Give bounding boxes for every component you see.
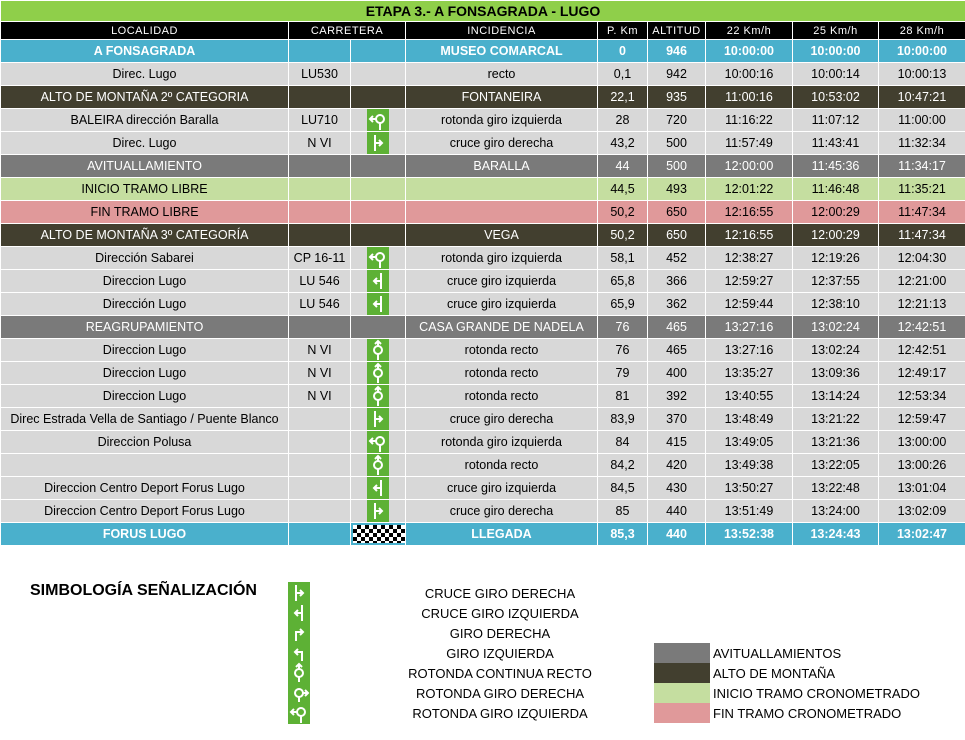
cell-28kmh: 12:49:17 — [879, 362, 965, 385]
cell-25kmh: 13:02:24 — [793, 339, 879, 362]
cell-incidencia: cruce giro izquierda — [406, 477, 598, 500]
legend-color-swatch — [654, 683, 710, 703]
cell-incidencia — [406, 178, 598, 201]
cell-28kmh: 12:42:51 — [879, 316, 965, 339]
cell-28kmh: 12:04:30 — [879, 247, 965, 270]
cell-incidencia: rotonda giro izquierda — [406, 109, 598, 132]
cell-sign — [351, 477, 406, 500]
cell-28kmh: 13:02:47 — [879, 523, 965, 546]
cell-25kmh: 12:38:10 — [793, 293, 879, 316]
cell-pkm: 85,3 — [598, 523, 648, 546]
cell-25kmh: 12:37:55 — [793, 270, 879, 293]
cell-22kmh: 11:00:16 — [706, 86, 793, 109]
rotonda-recto-icon — [367, 339, 389, 361]
cell-sign — [351, 408, 406, 431]
cell-sign — [351, 431, 406, 454]
cell-altitud: 465 — [648, 316, 706, 339]
rotonda-izquierda-icon — [367, 431, 389, 453]
cell-sign — [351, 40, 406, 63]
table-row — [1, 224, 965, 247]
cell-28kmh: 11:32:34 — [879, 132, 965, 155]
cruce-izquierda-icon — [367, 270, 389, 292]
cell-28kmh: 13:00:00 — [879, 431, 965, 454]
table-row — [1, 293, 965, 316]
cell-localidad: Direccion Polusa — [1, 431, 289, 454]
cell-carretera: N VI — [289, 362, 351, 385]
table-row — [1, 63, 965, 86]
rotonda-recto-icon — [288, 662, 310, 684]
cell-altitud: 650 — [648, 224, 706, 247]
cell-pkm: 28 — [598, 109, 648, 132]
cell-25kmh: 13:24:00 — [793, 500, 879, 523]
cell-25kmh: 13:09:36 — [793, 362, 879, 385]
cell-sign — [351, 270, 406, 293]
cell-28kmh: 12:53:34 — [879, 385, 965, 408]
legend-sign-label: GIRO IZQUIERDA — [446, 646, 554, 661]
table-row — [1, 477, 965, 500]
cell-carretera: N VI — [289, 339, 351, 362]
cell-sign — [351, 339, 406, 362]
cell-incidencia: recto — [406, 63, 598, 86]
cell-incidencia: rotonda giro izquierda — [406, 431, 598, 454]
table-row — [1, 155, 965, 178]
cell-28kmh: 12:59:47 — [879, 408, 965, 431]
cell-altitud: 935 — [648, 86, 706, 109]
cruce-derecha-icon — [288, 582, 310, 604]
cell-localidad: Direc. Lugo — [1, 132, 289, 155]
cell-carretera — [289, 454, 351, 477]
cell-22kmh: 10:00:00 — [706, 40, 793, 63]
cell-28kmh: 13:02:09 — [879, 500, 965, 523]
cell-localidad: Dirección Lugo — [1, 293, 289, 316]
cell-pkm: 65,9 — [598, 293, 648, 316]
legend-sign-label: CRUCE GIRO IZQUIERDA — [421, 606, 579, 621]
cell-carretera — [289, 431, 351, 454]
table-row — [1, 431, 965, 454]
cell-pkm: 0 — [598, 40, 648, 63]
cell-localidad: ALTO DE MONTAÑA 3º CATEGORÍA — [1, 224, 289, 247]
cell-22kmh: 12:16:55 — [706, 201, 793, 224]
cell-sign — [351, 362, 406, 385]
cell-pkm: 84,2 — [598, 454, 648, 477]
table-row — [1, 408, 965, 431]
cell-25kmh: 12:00:29 — [793, 201, 879, 224]
cell-localidad: Direccion Lugo — [1, 362, 289, 385]
legend-sign-label: GIRO DERECHA — [449, 626, 551, 641]
cell-carretera: N VI — [289, 385, 351, 408]
header-altitud: ALTITUD — [648, 22, 706, 40]
rotonda-recto-icon — [367, 454, 389, 476]
cell-sign — [351, 247, 406, 270]
cell-28kmh: 11:35:21 — [879, 178, 965, 201]
rotonda-derecha-icon — [288, 682, 310, 704]
cell-incidencia: rotonda recto — [406, 385, 598, 408]
cell-localidad: Dirección Sabarei — [1, 247, 289, 270]
cell-22kmh: 12:59:27 — [706, 270, 793, 293]
cell-altitud: 650 — [648, 201, 706, 224]
cell-sign — [351, 132, 406, 155]
cell-altitud: 392 — [648, 385, 706, 408]
cell-carretera: LU710 — [289, 109, 351, 132]
header-25kmh: 25 Km/h — [793, 22, 879, 40]
cell-22kmh: 13:27:16 — [706, 339, 793, 362]
legend-sign-label: ROTONDA GIRO IZQUIERDA — [412, 706, 588, 721]
cell-28kmh: 11:47:34 — [879, 201, 965, 224]
table-row — [1, 454, 965, 477]
cell-22kmh: 13:49:05 — [706, 431, 793, 454]
cell-carretera — [289, 477, 351, 500]
cell-incidencia: rotonda recto — [406, 362, 598, 385]
cell-28kmh: 12:21:00 — [879, 270, 965, 293]
cell-28kmh: 10:00:00 — [879, 40, 965, 63]
cell-localidad: REAGRUPAMIENTO — [1, 316, 289, 339]
cruce-derecha-icon — [367, 408, 389, 430]
rotonda-recto-icon — [367, 385, 389, 407]
cell-incidencia: cruce giro derecha — [406, 132, 598, 155]
table-row — [1, 201, 965, 224]
cell-incidencia: rotonda recto — [406, 339, 598, 362]
cell-28kmh: 11:47:34 — [879, 224, 965, 247]
cell-25kmh: 13:02:24 — [793, 316, 879, 339]
cell-altitud: 720 — [648, 109, 706, 132]
cell-22kmh: 12:38:27 — [706, 247, 793, 270]
cell-incidencia: LLEGADA — [406, 523, 598, 546]
cell-incidencia: cruce giro derecha — [406, 408, 598, 431]
legend-color-label: AVITUALLAMIENTOS — [713, 646, 842, 661]
table-row — [1, 178, 965, 201]
cell-carretera — [289, 201, 351, 224]
cell-localidad: Direccion Lugo — [1, 339, 289, 362]
cell-28kmh: 12:21:13 — [879, 293, 965, 316]
cell-pkm: 0,1 — [598, 63, 648, 86]
cell-localidad: Direc. Lugo — [1, 63, 289, 86]
cell-25kmh: 13:24:43 — [793, 523, 879, 546]
cell-sign — [351, 109, 406, 132]
table-row — [1, 247, 965, 270]
cell-sign — [351, 385, 406, 408]
cell-altitud: 500 — [648, 132, 706, 155]
cell-25kmh: 13:21:22 — [793, 408, 879, 431]
cell-altitud: 420 — [648, 454, 706, 477]
legend-sign-label: ROTONDA GIRO DERECHA — [415, 686, 585, 701]
cell-sign — [351, 316, 406, 339]
table-row — [1, 109, 965, 132]
table-row — [1, 362, 965, 385]
cell-22kmh: 13:40:55 — [706, 385, 793, 408]
cell-28kmh: 10:00:13 — [879, 63, 965, 86]
legend-color-swatch — [654, 703, 710, 723]
cell-altitud: 452 — [648, 247, 706, 270]
cell-pkm: 76 — [598, 339, 648, 362]
cell-22kmh: 13:50:27 — [706, 477, 793, 500]
cell-22kmh: 12:16:55 — [706, 224, 793, 247]
cell-sign — [351, 86, 406, 109]
cell-incidencia — [406, 201, 598, 224]
cell-pkm: 65,8 — [598, 270, 648, 293]
cell-sign — [351, 500, 406, 523]
cell-carretera — [289, 500, 351, 523]
cell-22kmh: 11:16:22 — [706, 109, 793, 132]
cell-localidad: ALTO DE MONTAÑA 2º CATEGORIA — [1, 86, 289, 109]
cell-incidencia: BARALLA — [406, 155, 598, 178]
cell-pkm: 81 — [598, 385, 648, 408]
cell-localidad: Direccion Centro Deport Forus Lugo — [1, 477, 289, 500]
header-pkm: P. Km — [598, 22, 648, 40]
table-row — [1, 270, 965, 293]
cell-localidad: Direccion Lugo — [1, 270, 289, 293]
rotonda-izquierda-icon — [367, 247, 389, 269]
cell-22kmh: 12:01:22 — [706, 178, 793, 201]
cell-25kmh: 12:00:29 — [793, 224, 879, 247]
cell-22kmh: 13:52:38 — [706, 523, 793, 546]
cell-sign — [351, 224, 406, 247]
cell-localidad: Direc Estrada Vella de Santiago / Puente Blanco — [1, 408, 289, 431]
cell-incidencia: cruce giro izquierda — [406, 270, 598, 293]
cell-25kmh: 10:00:00 — [793, 40, 879, 63]
giro-derecha-icon — [288, 622, 310, 644]
cell-25kmh: 11:45:36 — [793, 155, 879, 178]
title-row — [1, 1, 965, 22]
table-row — [1, 40, 965, 63]
cell-altitud: 440 — [648, 523, 706, 546]
table-row — [1, 523, 965, 546]
page-title: ETAPA 3.- A FONSAGRADA - LUGO — [1, 1, 965, 22]
cell-sign — [351, 178, 406, 201]
cell-carretera: CP 16-11 — [289, 247, 351, 270]
cell-carretera — [289, 40, 351, 63]
legend-title: SIMBOLOGÍA SEÑALIZACIÓN — [30, 582, 257, 599]
cell-incidencia: MUSEO COMARCAL — [406, 40, 598, 63]
cell-carretera — [289, 408, 351, 431]
cell-altitud: 440 — [648, 500, 706, 523]
cell-carretera: LU 546 — [289, 270, 351, 293]
cell-altitud: 400 — [648, 362, 706, 385]
cell-carretera — [289, 224, 351, 247]
cell-altitud: 465 — [648, 339, 706, 362]
cell-localidad: FIN TRAMO LIBRE — [1, 201, 289, 224]
cell-25kmh: 10:53:02 — [793, 86, 879, 109]
giro-izquierda-icon — [288, 642, 310, 664]
cell-pkm: 76 — [598, 316, 648, 339]
rotonda-izquierda-icon — [367, 109, 389, 131]
cell-sign — [351, 201, 406, 224]
cell-28kmh: 10:47:21 — [879, 86, 965, 109]
cell-carretera — [289, 178, 351, 201]
cell-altitud: 370 — [648, 408, 706, 431]
cell-incidencia: rotonda recto — [406, 454, 598, 477]
cell-sign — [351, 454, 406, 477]
cell-pkm: 84,5 — [598, 477, 648, 500]
legend-color-label: FIN TRAMO CRONOMETRADO — [713, 706, 902, 721]
cell-22kmh: 12:00:00 — [706, 155, 793, 178]
cell-pkm: 83,9 — [598, 408, 648, 431]
cell-25kmh: 11:46:48 — [793, 178, 879, 201]
table-row — [1, 316, 965, 339]
cell-carretera — [289, 316, 351, 339]
rotonda-izquierda-icon — [288, 702, 310, 724]
cell-22kmh: 10:00:16 — [706, 63, 793, 86]
cell-incidencia: CASA GRANDE DE NADELA — [406, 316, 598, 339]
cruce-izquierda-icon — [367, 477, 389, 499]
cell-localidad: Direccion Lugo — [1, 385, 289, 408]
cell-pkm: 50,2 — [598, 201, 648, 224]
cell-sign — [351, 293, 406, 316]
cell-altitud: 366 — [648, 270, 706, 293]
table-row — [1, 132, 965, 155]
cell-sign — [351, 155, 406, 178]
cell-localidad: BALEIRA dirección Baralla — [1, 109, 289, 132]
cell-pkm: 43,2 — [598, 132, 648, 155]
header-carretera: CARRETERA — [289, 22, 406, 40]
cell-28kmh: 13:01:04 — [879, 477, 965, 500]
finish-flag-icon — [353, 525, 405, 543]
cell-localidad: A FONSAGRADA — [1, 40, 289, 63]
cell-28kmh: 11:34:17 — [879, 155, 965, 178]
header-row — [1, 22, 965, 40]
cell-pkm: 79 — [598, 362, 648, 385]
cell-localidad — [1, 454, 289, 477]
table-row — [1, 339, 965, 362]
rotonda-recto-icon — [367, 362, 389, 384]
cell-25kmh: 13:22:05 — [793, 454, 879, 477]
cell-incidencia: VEGA — [406, 224, 598, 247]
cell-25kmh: 11:07:12 — [793, 109, 879, 132]
header-incidencia: INCIDENCIA — [406, 22, 598, 40]
cell-pkm: 44,5 — [598, 178, 648, 201]
cell-22kmh: 13:51:49 — [706, 500, 793, 523]
table-row — [1, 86, 965, 109]
legend-color-label: INICIO TRAMO CRONOMETRADO — [713, 686, 921, 701]
cell-localidad: Direccion Centro Deport Forus Lugo — [1, 500, 289, 523]
cell-25kmh: 13:22:48 — [793, 477, 879, 500]
legend-sign-label: ROTONDA CONTINUA RECTO — [408, 666, 592, 681]
cell-altitud: 946 — [648, 40, 706, 63]
cell-pkm: 50,2 — [598, 224, 648, 247]
cell-22kmh: 13:48:49 — [706, 408, 793, 431]
cell-25kmh: 13:14:24 — [793, 385, 879, 408]
cell-incidencia: cruce giro izquierda — [406, 293, 598, 316]
legend-sign-label: CRUCE GIRO DERECHA — [424, 586, 576, 601]
cell-25kmh: 11:43:41 — [793, 132, 879, 155]
cell-28kmh: 12:42:51 — [879, 339, 965, 362]
header-28kmh: 28 Km/h — [879, 22, 965, 40]
cell-pkm: 84 — [598, 431, 648, 454]
cell-sign — [351, 63, 406, 86]
cell-incidencia: rotonda giro izquierda — [406, 247, 598, 270]
cell-25kmh: 12:19:26 — [793, 247, 879, 270]
cell-incidencia: cruce giro derecha — [406, 500, 598, 523]
cell-incidencia: FONTANEIRA — [406, 86, 598, 109]
cell-carretera: LU 546 — [289, 293, 351, 316]
cell-carretera: LU530 — [289, 63, 351, 86]
cell-altitud: 500 — [648, 155, 706, 178]
cell-pkm: 58,1 — [598, 247, 648, 270]
cell-localidad: FORUS LUGO — [1, 523, 289, 546]
cell-carretera: N VI — [289, 132, 351, 155]
cell-localidad: INICIO TRAMO LIBRE — [1, 178, 289, 201]
legend-color-swatch — [654, 643, 710, 663]
cell-carretera — [289, 86, 351, 109]
cell-22kmh: 12:59:44 — [706, 293, 793, 316]
legend-color-label: ALTO DE MONTAÑA — [713, 666, 836, 681]
cell-pkm: 22,1 — [598, 86, 648, 109]
cell-28kmh: 13:00:26 — [879, 454, 965, 477]
cell-22kmh: 11:57:49 — [706, 132, 793, 155]
cell-22kmh: 13:49:38 — [706, 454, 793, 477]
cell-carretera — [289, 523, 351, 546]
cell-25kmh: 10:00:14 — [793, 63, 879, 86]
cell-22kmh: 13:27:16 — [706, 316, 793, 339]
header-22kmh: 22 Km/h — [706, 22, 793, 40]
cell-altitud: 362 — [648, 293, 706, 316]
cell-22kmh: 13:35:27 — [706, 362, 793, 385]
cell-altitud: 942 — [648, 63, 706, 86]
cell-altitud: 430 — [648, 477, 706, 500]
cell-25kmh: 13:21:36 — [793, 431, 879, 454]
cell-pkm: 85 — [598, 500, 648, 523]
cruce-izquierda-icon — [288, 602, 310, 624]
legend-color-swatch — [654, 663, 710, 683]
cell-pkm: 44 — [598, 155, 648, 178]
cell-altitud: 415 — [648, 431, 706, 454]
header-localidad: LOCALIDAD — [1, 22, 289, 40]
cell-28kmh: 11:00:00 — [879, 109, 965, 132]
cell-localidad: AVITUALLAMIENTO — [1, 155, 289, 178]
table-row — [1, 385, 965, 408]
cell-carretera — [289, 155, 351, 178]
cruce-derecha-icon — [367, 500, 389, 522]
table-row — [1, 500, 965, 523]
cell-sign — [351, 523, 406, 546]
cruce-izquierda-icon — [367, 293, 389, 315]
cell-altitud: 493 — [648, 178, 706, 201]
cruce-derecha-icon — [367, 132, 389, 154]
